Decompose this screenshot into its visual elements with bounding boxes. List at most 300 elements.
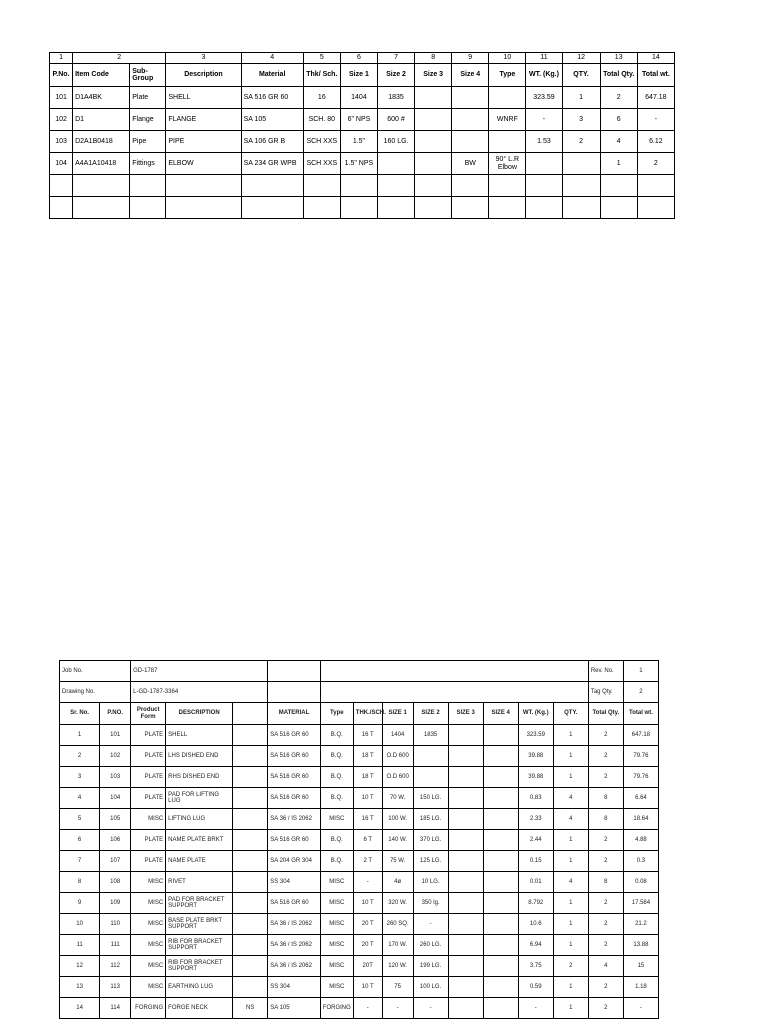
header-material: Material	[241, 64, 303, 87]
cell-size1: 4ø	[382, 872, 413, 893]
cell-size2: 1835	[377, 87, 414, 109]
table-row	[60, 809, 659, 830]
parts-list-table	[49, 52, 675, 219]
cell-pno: 104	[50, 153, 73, 175]
cell-size2: 199 LG.	[413, 956, 448, 977]
cell-form: PLATE	[131, 830, 166, 851]
empty-cell	[452, 175, 489, 197]
cell-material: SA 516 GR 60	[268, 767, 321, 788]
cell-total_wt: 21.2	[623, 914, 658, 935]
empty-cell	[489, 175, 526, 197]
cell-material: SA 36 / IS 2062	[268, 914, 321, 935]
cell-size4	[483, 851, 518, 872]
cell-size2: 350 lg.	[413, 893, 448, 914]
cell-material: SS 304	[268, 872, 321, 893]
cell-size2: 150 LG.	[413, 788, 448, 809]
cell-item-code: D1A4BK	[73, 87, 130, 109]
cell-description: RHS DISHED END	[166, 767, 233, 788]
cell-size4	[483, 935, 518, 956]
cell-thk: 2 T	[353, 851, 382, 872]
cell-wt: 0.01	[518, 872, 553, 893]
cell-thk: 6 T	[353, 830, 382, 851]
cell-qty: 1	[553, 977, 588, 998]
cell-qty: 1	[553, 935, 588, 956]
cell-description: NAME PLATE BRKT	[166, 830, 233, 851]
cell-pno: 112	[100, 956, 131, 977]
cell-material: SA 516 GR 60	[268, 788, 321, 809]
cell-type: FORGING	[320, 998, 353, 1019]
table-row	[60, 788, 659, 809]
cell-size3	[448, 935, 483, 956]
cell-qty: 1	[553, 767, 588, 788]
cell-total-qty: 6	[600, 109, 637, 131]
cell-extra	[233, 914, 268, 935]
header-sub-group: Sub-Group	[130, 64, 166, 87]
empty-row	[50, 175, 675, 197]
header-wt: WT. (Kg.)	[518, 703, 553, 725]
empty-cell	[452, 197, 489, 219]
header-material: MATERIAL	[268, 703, 321, 725]
cell-thk: SCH. 80	[303, 109, 340, 131]
cell-size4	[483, 809, 518, 830]
cell-form: MISC	[131, 935, 166, 956]
cell-size1: 1404	[382, 725, 413, 746]
table-row	[60, 767, 659, 788]
cell-extra	[233, 935, 268, 956]
header-wt: WT. (Kg.)	[526, 64, 562, 87]
header-qty: QTY.	[562, 64, 600, 87]
cell-material: SA 36 / IS 2062	[268, 809, 321, 830]
table-row	[60, 998, 659, 1019]
table-row	[60, 746, 659, 767]
cell-pno: 101	[50, 87, 73, 109]
cell-extra	[233, 893, 268, 914]
cell-size4	[483, 788, 518, 809]
cell-size2: 260 LG.	[413, 935, 448, 956]
cell-total_wt: 13.88	[623, 935, 658, 956]
rev-no-label: Rev. No.	[588, 661, 623, 682]
cell-size2: 100 LG.	[413, 977, 448, 998]
cell-description: PAD FOR LIFTING LUG	[166, 788, 233, 809]
column-number: 9	[452, 53, 489, 64]
empty-cell	[166, 175, 241, 197]
cell-total_qty: 4	[588, 956, 623, 977]
cell-qty: 3	[562, 109, 600, 131]
bill-of-materials-table	[59, 660, 659, 1019]
cell-total_qty: 2	[588, 746, 623, 767]
cell-description: RIB FOR BRACKET SUPPORT	[166, 935, 233, 956]
cell-size4	[483, 914, 518, 935]
empty-cell	[50, 197, 73, 219]
cell-total_qty: 2	[588, 998, 623, 1019]
cell-total_wt: 17.584	[623, 893, 658, 914]
cell-pno: 108	[100, 872, 131, 893]
cell-size1: 75 W.	[382, 851, 413, 872]
cell-total_wt: 0.3	[623, 851, 658, 872]
cell-size3	[448, 956, 483, 977]
table-row	[60, 956, 659, 977]
cell-wt: -	[518, 998, 553, 1019]
empty-cell	[303, 197, 340, 219]
cell-size2: -	[413, 998, 448, 1019]
cell-size4	[452, 109, 489, 131]
cell-form: MISC	[131, 893, 166, 914]
cell-size3	[448, 809, 483, 830]
cell-size2: 185 LG.	[413, 809, 448, 830]
cell-type: MISC	[320, 893, 353, 914]
header-thk-sch: THK./SCH.	[353, 703, 382, 725]
cell-description: NAME PLATE	[166, 851, 233, 872]
cell-total_wt: 4.88	[623, 830, 658, 851]
cell-size1: 320 W.	[382, 893, 413, 914]
empty-cell	[340, 197, 377, 219]
cell-size1: 1.5" NPS	[340, 153, 377, 175]
cell-qty: 4	[553, 809, 588, 830]
cell-size1: 120 W.	[382, 956, 413, 977]
cell-extra	[233, 788, 268, 809]
column-number-row	[50, 53, 675, 64]
cell-total-qty: 2	[600, 87, 637, 109]
cell-type: B.Q.	[320, 767, 353, 788]
cell-type	[489, 131, 526, 153]
empty-cell	[600, 197, 637, 219]
cell-sr: 9	[60, 893, 100, 914]
cell-extra	[233, 830, 268, 851]
cell-material: SA 105	[241, 109, 303, 131]
cell-pno: 110	[100, 914, 131, 935]
cell-qty: 1	[553, 830, 588, 851]
cell-qty: 1	[553, 998, 588, 1019]
cell-material: SA 36 / IS 2062	[268, 956, 321, 977]
column-number: 4	[241, 53, 303, 64]
cell-total_qty: 8	[588, 872, 623, 893]
cell-qty: 1	[553, 725, 588, 746]
cell-extra	[233, 767, 268, 788]
cell-size4	[452, 131, 489, 153]
header-size3: SIZE 3	[448, 703, 483, 725]
cell-total_qty: 2	[588, 725, 623, 746]
header-sr-no: Sr. No.	[60, 703, 100, 725]
cell-size4	[483, 893, 518, 914]
cell-size1: 170 W.	[382, 935, 413, 956]
cell-extra	[233, 809, 268, 830]
cell-size4	[483, 872, 518, 893]
cell-description: SHELL	[166, 87, 241, 109]
table-row	[60, 872, 659, 893]
drawing-number-row	[60, 682, 659, 703]
header-size2: Size 2	[377, 64, 414, 87]
empty-cell	[526, 175, 562, 197]
cell-type: B.Q.	[320, 746, 353, 767]
cell-thk: 16 T	[353, 725, 382, 746]
cell-wt: 2.33	[518, 809, 553, 830]
cell-type: MISC	[320, 914, 353, 935]
header-pno: P.No.	[50, 64, 73, 87]
cell-size3	[448, 830, 483, 851]
cell-size4	[452, 87, 489, 109]
cell-pno: 105	[100, 809, 131, 830]
cell-total_qty: 2	[588, 830, 623, 851]
cell-qty: 1	[553, 851, 588, 872]
cell-type: MISC	[320, 956, 353, 977]
empty-cell	[50, 175, 73, 197]
cell-description: LIFTING LUG	[166, 809, 233, 830]
cell-thk: 16 T	[353, 809, 382, 830]
empty-cell	[303, 175, 340, 197]
table-row	[60, 893, 659, 914]
cell-size1: 140 W.	[382, 830, 413, 851]
cell-material: SA 516 GR 60	[268, 830, 321, 851]
cell-form: PLATE	[131, 746, 166, 767]
cell-description: FORGE NECK	[166, 998, 233, 1019]
tag-qty-value: 2	[623, 682, 658, 703]
cell-size3	[448, 977, 483, 998]
column-number: 3	[166, 53, 241, 64]
empty-cell	[526, 197, 562, 219]
cell-thk: 10 T	[353, 788, 382, 809]
empty-cell	[415, 175, 452, 197]
cell-material: SA 204 GR 304	[268, 851, 321, 872]
cell-extra	[233, 746, 268, 767]
cell-form: MISC	[131, 977, 166, 998]
cell-wt: -	[526, 109, 562, 131]
cell-size3	[448, 788, 483, 809]
cell-qty: 4	[553, 872, 588, 893]
cell-sr: 2	[60, 746, 100, 767]
cell-description: RIB FOR BRACKET SUPPORT	[166, 956, 233, 977]
cell-wt: 3.75	[518, 956, 553, 977]
cell-sr: 13	[60, 977, 100, 998]
cell-size1: O.D 600	[382, 746, 413, 767]
cell-size3	[448, 893, 483, 914]
cell-total_qty: 2	[588, 851, 623, 872]
cell-sr: 11	[60, 935, 100, 956]
cell-size2: 1835	[413, 725, 448, 746]
column-number: 10	[489, 53, 526, 64]
empty-cell	[637, 175, 674, 197]
cell-total_wt: 6.64	[623, 788, 658, 809]
cell-size4	[483, 977, 518, 998]
cell-type: B.Q.	[320, 788, 353, 809]
empty-cell	[130, 175, 166, 197]
cell-material: SA 106 GR B	[241, 131, 303, 153]
cell-material: SA 36 / IS 2062	[268, 935, 321, 956]
cell-total-wt: -	[637, 109, 674, 131]
header-blank	[233, 703, 268, 725]
cell-material: SA 516 GR 60	[268, 725, 321, 746]
cell-description: RIVET	[166, 872, 233, 893]
header-thk-sch: Thk/ Sch.	[303, 64, 340, 87]
cell-wt: 0.83	[518, 788, 553, 809]
cell-wt: 0.15	[518, 851, 553, 872]
cell-total_wt: 79.76	[623, 767, 658, 788]
cell-description: FLANGE	[166, 109, 241, 131]
empty-cell	[340, 175, 377, 197]
cell-pno: 104	[100, 788, 131, 809]
cell-description: BASE PLATE BRKT SUPPORT	[166, 914, 233, 935]
tag-qty-label: Tag Qty.	[588, 682, 623, 703]
drawing-no-label: Drawing No.	[60, 682, 131, 703]
cell-pno: 113	[100, 977, 131, 998]
cell-extra	[233, 872, 268, 893]
cell-sr: 5	[60, 809, 100, 830]
cell-form: MISC	[131, 809, 166, 830]
cell-sub-group: Plate	[130, 87, 166, 109]
cell-wt: 2.44	[518, 830, 553, 851]
cell-type: B.Q.	[320, 851, 353, 872]
empty-cell	[73, 175, 130, 197]
cell-type: B.Q.	[320, 725, 353, 746]
cell-total-qty: 4	[600, 131, 637, 153]
header-size1: SIZE 1	[382, 703, 413, 725]
cell-size1: 1.5"	[340, 131, 377, 153]
cell-size4	[483, 830, 518, 851]
cell-wt: 323.59	[526, 87, 562, 109]
cell-total_wt: 18.64	[623, 809, 658, 830]
cell-thk: -	[353, 998, 382, 1019]
header-description: DESCRIPTION	[166, 703, 233, 725]
cell-total-wt: 647.18	[637, 87, 674, 109]
cell-thk: 16	[303, 87, 340, 109]
cell-sr: 14	[60, 998, 100, 1019]
cell-total_qty: 2	[588, 893, 623, 914]
cell-description: EARTHING LUG	[166, 977, 233, 998]
cell-qty: 1	[553, 893, 588, 914]
cell-size4	[483, 956, 518, 977]
cell-sr: 6	[60, 830, 100, 851]
cell-form: MISC	[131, 914, 166, 935]
cell-thk: 18 T	[353, 767, 382, 788]
table-row	[60, 977, 659, 998]
cell-sr: 4	[60, 788, 100, 809]
cell-size4	[483, 725, 518, 746]
empty-cell	[415, 197, 452, 219]
cell-size4	[483, 767, 518, 788]
cell-size3	[415, 153, 452, 175]
cell-size2: 600 #	[377, 109, 414, 131]
blank-cell	[268, 682, 321, 703]
cell-sr: 1	[60, 725, 100, 746]
column-number: 2	[73, 53, 166, 64]
cell-size1: 6" NPS	[340, 109, 377, 131]
cell-sr: 8	[60, 872, 100, 893]
cell-material: SA 516 GR 60	[268, 746, 321, 767]
cell-total_wt: 15	[623, 956, 658, 977]
cell-pno: 102	[100, 746, 131, 767]
header-size3: Size 3	[415, 64, 452, 87]
empty-cell	[562, 197, 600, 219]
cell-size2: 370 LG.	[413, 830, 448, 851]
cell-size1: 260 SQ.	[382, 914, 413, 935]
cell-size3	[448, 725, 483, 746]
cell-form: PLATE	[131, 725, 166, 746]
cell-qty: 1	[553, 914, 588, 935]
cell-total_wt: 647.18	[623, 725, 658, 746]
cell-extra	[233, 977, 268, 998]
cell-size2: 10 LG.	[413, 872, 448, 893]
header-size1: Size 1	[340, 64, 377, 87]
empty-cell	[241, 197, 303, 219]
cell-thk: 20 T	[353, 914, 382, 935]
cell-total-wt: 2	[637, 153, 674, 175]
cell-total_qty: 2	[588, 935, 623, 956]
cell-description: PIPE	[166, 131, 241, 153]
cell-item-code: D2A1B0418	[73, 131, 130, 153]
column-number: 1	[50, 53, 73, 64]
cell-description: ELBOW	[166, 153, 241, 175]
cell-thk: -	[353, 872, 382, 893]
cell-size3	[415, 131, 452, 153]
cell-sub-group: Flange	[130, 109, 166, 131]
cell-size4	[483, 746, 518, 767]
cell-material: SA 516 GR 60	[268, 893, 321, 914]
cell-total_qty: 8	[588, 809, 623, 830]
column-number: 11	[526, 53, 562, 64]
cell-size1: O.D 600	[382, 767, 413, 788]
cell-size2: 160 LG.	[377, 131, 414, 153]
cell-wt: 8.792	[518, 893, 553, 914]
header-row	[60, 703, 659, 725]
cell-type: WNRF	[489, 109, 526, 131]
empty-cell	[241, 175, 303, 197]
cell-pno: 109	[100, 893, 131, 914]
cell-size1: 1404	[340, 87, 377, 109]
header-total-qty: Total Qty.	[588, 703, 623, 725]
table-row	[50, 131, 675, 153]
table-row	[50, 109, 675, 131]
cell-sr: 3	[60, 767, 100, 788]
cell-size2	[413, 767, 448, 788]
cell-total-qty: 1	[600, 153, 637, 175]
cell-wt: 6.94	[518, 935, 553, 956]
cell-pno: 107	[100, 851, 131, 872]
cell-material: SS 304	[268, 977, 321, 998]
header-pno: P.NO.	[100, 703, 131, 725]
cell-type: B.Q.	[320, 830, 353, 851]
job-number-row	[60, 661, 659, 682]
cell-sr: 10	[60, 914, 100, 935]
table-row	[60, 935, 659, 956]
cell-qty: 2	[562, 131, 600, 153]
table-row	[60, 851, 659, 872]
header-type: Type	[489, 64, 526, 87]
empty-cell	[489, 197, 526, 219]
cell-size3	[415, 87, 452, 109]
cell-form: FORGING	[131, 998, 166, 1019]
header-item-code: Item Code	[73, 64, 130, 87]
cell-size2	[377, 153, 414, 175]
empty-cell	[166, 197, 241, 219]
column-number: 12	[562, 53, 600, 64]
cell-size3	[448, 851, 483, 872]
job-no-label: Job No.	[60, 661, 131, 682]
cell-extra	[233, 851, 268, 872]
cell-total_qty: 2	[588, 767, 623, 788]
cell-wt: 39.88	[518, 746, 553, 767]
cell-qty: 2	[553, 956, 588, 977]
cell-size3	[448, 872, 483, 893]
blank-cell	[320, 682, 588, 703]
column-number: 7	[377, 53, 414, 64]
cell-qty: 1	[562, 87, 600, 109]
cell-extra	[233, 956, 268, 977]
cell-wt: 39.88	[518, 767, 553, 788]
cell-size3	[448, 998, 483, 1019]
header-size4: Size 4	[452, 64, 489, 87]
cell-sub-group: Fittings	[130, 153, 166, 175]
cell-size1: -	[382, 998, 413, 1019]
cell-size1: 70 W.	[382, 788, 413, 809]
